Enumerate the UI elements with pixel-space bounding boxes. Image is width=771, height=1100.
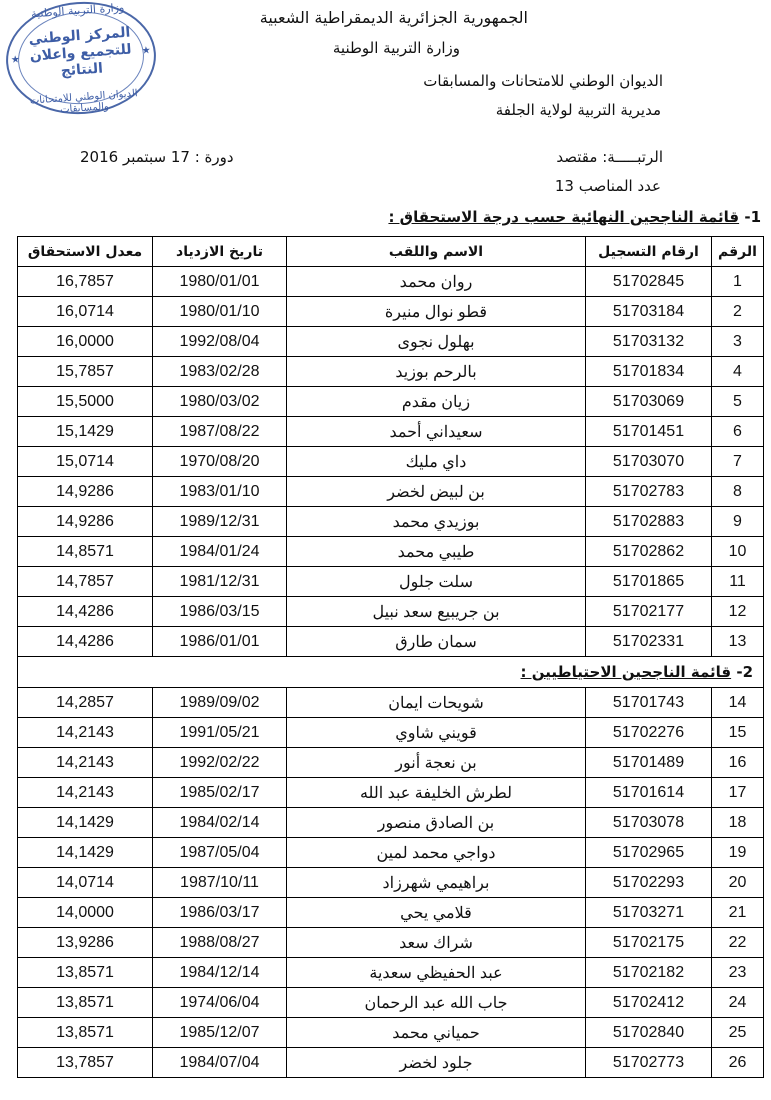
column-header: تاريخ الازدياد <box>153 237 287 267</box>
table-row <box>18 838 764 868</box>
row-number: 6 <box>712 417 764 447</box>
table-row <box>18 988 764 1018</box>
registration-number: 51702412 <box>586 988 712 1018</box>
merit-average: 14,2143 <box>18 748 153 778</box>
full-name: بالرحم بوزيد <box>287 357 586 387</box>
section2-number: 2- <box>736 663 753 681</box>
registration-number: 51702175 <box>586 928 712 958</box>
session-label: دورة : <box>189 148 234 166</box>
full-name: عبد الحفيظي سعدية <box>287 958 586 988</box>
row-number: 16 <box>712 748 764 778</box>
posts-value: 13 <box>554 177 574 195</box>
registration-number: 51702182 <box>586 958 712 988</box>
column-header: ارقام التسجيل <box>586 237 712 267</box>
full-name: روان محمد <box>287 267 586 297</box>
merit-average: 14,2857 <box>18 688 153 718</box>
full-name: طيبي محمد <box>287 537 586 567</box>
row-number: 3 <box>712 327 764 357</box>
merit-average: 14,0000 <box>18 898 153 928</box>
merit-average: 14,8571 <box>18 537 153 567</box>
registration-number: 51702965 <box>586 838 712 868</box>
stamp-center-line: النتائج <box>60 60 104 80</box>
full-name: سمان طارق <box>287 627 586 657</box>
table-row <box>18 1018 764 1048</box>
birth-date: 1989/12/31 <box>153 507 287 537</box>
row-number: 25 <box>712 1018 764 1048</box>
row-number: 13 <box>712 627 764 657</box>
registration-number: 51701451 <box>586 417 712 447</box>
row-number: 21 <box>712 898 764 928</box>
row-number: 1 <box>712 267 764 297</box>
row-number: 19 <box>712 838 764 868</box>
rank-label: الرتبـــــة: <box>602 148 663 166</box>
birth-date: 1985/12/07 <box>153 1018 287 1048</box>
table-row <box>18 567 764 597</box>
birth-date: 1986/03/15 <box>153 597 287 627</box>
posts-label: عدد المناصب <box>578 177 661 195</box>
section2-heading <box>18 657 764 688</box>
rank-line <box>556 147 663 167</box>
table-row <box>18 748 764 778</box>
full-name: لطرش الخليفة عبد الله <box>287 778 586 808</box>
merit-average: 14,2143 <box>18 718 153 748</box>
table-row <box>18 1048 764 1078</box>
row-number: 17 <box>712 778 764 808</box>
birth-date: 1980/03/02 <box>153 387 287 417</box>
registration-number: 51702276 <box>586 718 712 748</box>
birth-date: 1981/12/31 <box>153 567 287 597</box>
full-name: شراك سعد <box>287 928 586 958</box>
registration-number: 51702293 <box>586 868 712 898</box>
row-number: 8 <box>712 477 764 507</box>
birth-date: 1980/01/01 <box>153 267 287 297</box>
birth-date: 1987/10/11 <box>153 868 287 898</box>
merit-average: 13,8571 <box>18 988 153 1018</box>
table-row <box>18 327 764 357</box>
merit-average: 16,0000 <box>18 327 153 357</box>
table-row <box>18 958 764 988</box>
section2-heading-row <box>18 657 764 688</box>
registration-number: 51701489 <box>586 748 712 778</box>
full-name: بن لبيض لخضر <box>287 477 586 507</box>
full-name: داي مليك <box>287 447 586 477</box>
birth-date: 1984/07/04 <box>153 1048 287 1078</box>
full-name: بهلول نجوى <box>287 327 586 357</box>
merit-average: 14,2143 <box>18 778 153 808</box>
table-row <box>18 297 764 327</box>
table-row <box>18 357 764 387</box>
registration-number: 51701614 <box>586 778 712 808</box>
row-number: 15 <box>712 718 764 748</box>
rank-value: مقتصد <box>556 148 598 166</box>
full-name: سلت جلول <box>287 567 586 597</box>
birth-date: 1974/06/04 <box>153 988 287 1018</box>
merit-average: 15,1429 <box>18 417 153 447</box>
republic-title: الجمهورية الجزائرية الديمقراطية الشعبية <box>259 8 528 27</box>
stamp-ring-bottom-text: الديوان الوطني للامتحانات والمسابقات <box>29 88 138 116</box>
birth-date: 1986/01/01 <box>153 627 287 657</box>
registration-number: 51702177 <box>586 597 712 627</box>
column-header: معدل الاستحقاق <box>18 237 153 267</box>
stamp-center-line: المركز الوطني <box>28 24 131 48</box>
birth-date: 1987/08/22 <box>153 417 287 447</box>
birth-date: 1988/08/27 <box>153 928 287 958</box>
row-number: 18 <box>712 808 764 838</box>
registration-number: 51702331 <box>586 627 712 657</box>
table-row <box>18 778 764 808</box>
table-row <box>18 808 764 838</box>
merit-average: 15,7857 <box>18 357 153 387</box>
posts-line <box>555 176 661 196</box>
registration-number: 51702845 <box>586 267 712 297</box>
birth-date: 1984/12/14 <box>153 958 287 988</box>
birth-date: 1984/02/14 <box>153 808 287 838</box>
row-number: 12 <box>712 597 764 627</box>
table-header-row <box>18 237 764 267</box>
merit-average: 14,4286 <box>18 627 153 657</box>
registration-number: 51703078 <box>586 808 712 838</box>
row-number: 10 <box>712 537 764 567</box>
birth-date: 1987/05/04 <box>153 838 287 868</box>
merit-average: 16,0714 <box>18 297 153 327</box>
row-number: 23 <box>712 958 764 988</box>
merit-average: 13,9286 <box>18 928 153 958</box>
merit-average: 16,7857 <box>18 267 153 297</box>
full-name: جلود لخضر <box>287 1048 586 1078</box>
birth-date: 1980/01/10 <box>153 297 287 327</box>
merit-average: 15,0714 <box>18 447 153 477</box>
section1-number: 1- <box>744 208 761 226</box>
full-name: قلامي يحي <box>287 898 586 928</box>
table-row <box>18 267 764 297</box>
table-row <box>18 537 764 567</box>
table-row <box>18 597 764 627</box>
row-number: 2 <box>712 297 764 327</box>
row-number: 24 <box>712 988 764 1018</box>
merit-average: 14,9286 <box>18 477 153 507</box>
table-row <box>18 868 764 898</box>
birth-date: 1983/01/10 <box>153 477 287 507</box>
row-number: 26 <box>712 1048 764 1078</box>
stamp-center-line: للتجميع واعلان <box>29 41 133 65</box>
registration-number: 51703132 <box>586 327 712 357</box>
birth-date: 1991/05/21 <box>153 718 287 748</box>
registration-number: 51702773 <box>586 1048 712 1078</box>
directorate-title: مديرية التربية لولاية الجلفة <box>495 101 661 119</box>
stamp-center-text <box>6 23 155 84</box>
table-row <box>18 417 764 447</box>
star-icon: ★ <box>10 54 21 66</box>
registration-number: 51703069 <box>586 387 712 417</box>
merit-average: 14,0714 <box>18 868 153 898</box>
section2-title: قائمة الناجحين الاحتياطيين : <box>520 663 732 681</box>
results-table <box>17 236 764 1078</box>
registration-number: 51702783 <box>586 477 712 507</box>
birth-date: 1989/09/02 <box>153 688 287 718</box>
full-name: دواجي محمد لمين <box>287 838 586 868</box>
row-number: 14 <box>712 688 764 718</box>
merit-average: 13,8571 <box>18 958 153 988</box>
merit-average: 14,1429 <box>18 808 153 838</box>
table-row <box>18 928 764 958</box>
full-name: جاب الله عبد الرحمان <box>287 988 586 1018</box>
birth-date: 1983/02/28 <box>153 357 287 387</box>
column-header: الاسم واللقب <box>287 237 586 267</box>
session-value: 17 سبتمبر 2016 <box>80 148 190 166</box>
table-row <box>18 627 764 657</box>
birth-date: 1985/02/17 <box>153 778 287 808</box>
merit-average: 15,5000 <box>18 387 153 417</box>
registration-number: 51703271 <box>586 898 712 928</box>
registration-number: 51701743 <box>586 688 712 718</box>
section1-heading <box>388 208 761 226</box>
full-name: حمياني محمد <box>287 1018 586 1048</box>
row-number: 20 <box>712 868 764 898</box>
row-number: 7 <box>712 447 764 477</box>
session-line <box>80 147 234 167</box>
merit-average: 14,1429 <box>18 838 153 868</box>
table-row <box>18 507 764 537</box>
table-row <box>18 688 764 718</box>
reserve-list-body <box>18 688 764 1078</box>
ministry-title: وزارة التربية الوطنية <box>332 39 460 57</box>
full-name: بوزيدي محمد <box>287 507 586 537</box>
full-name: شويحات ايمان <box>287 688 586 718</box>
row-number: 4 <box>712 357 764 387</box>
table-row <box>18 898 764 928</box>
registration-number: 51703070 <box>586 447 712 477</box>
row-number: 11 <box>712 567 764 597</box>
birth-date: 1992/08/04 <box>153 327 287 357</box>
registration-number: 51702883 <box>586 507 712 537</box>
full-name: سعيداني أحمد <box>287 417 586 447</box>
table-row <box>18 447 764 477</box>
row-number: 9 <box>712 507 764 537</box>
registration-number: 51701834 <box>586 357 712 387</box>
section1-title: قائمة الناجحين النهائية حسب درجة الاستحقاق : <box>388 208 740 226</box>
table-row <box>18 718 764 748</box>
full-name: قطو نوال منيرة <box>287 297 586 327</box>
official-stamp <box>2 0 159 119</box>
registration-number: 51703184 <box>586 297 712 327</box>
registration-number: 51702840 <box>586 1018 712 1048</box>
column-header: الرقم <box>712 237 764 267</box>
merit-average: 14,7857 <box>18 567 153 597</box>
full-name: بن نعجة أنور <box>287 748 586 778</box>
full-name: زيان مقدم <box>287 387 586 417</box>
row-number: 5 <box>712 387 764 417</box>
birth-date: 1986/03/17 <box>153 898 287 928</box>
star-icon: ★ <box>141 45 152 57</box>
merit-average: 13,7857 <box>18 1048 153 1078</box>
table-row <box>18 477 764 507</box>
full-name: براهيمي شهرزاد <box>287 868 586 898</box>
full-name: قويني شاوي <box>287 718 586 748</box>
merit-average: 14,9286 <box>18 507 153 537</box>
final-list-body <box>18 267 764 657</box>
stamp-ring-top-text: وزارة التربية الوطنية <box>30 0 125 21</box>
merit-average: 14,4286 <box>18 597 153 627</box>
registration-number: 51702862 <box>586 537 712 567</box>
full-name: بن الصادق منصور <box>287 808 586 838</box>
merit-average: 13,8571 <box>18 1018 153 1048</box>
registration-number: 51701865 <box>586 567 712 597</box>
birth-date: 1970/08/20 <box>153 447 287 477</box>
row-number: 22 <box>712 928 764 958</box>
birth-date: 1984/01/24 <box>153 537 287 567</box>
full-name: بن جريبيع سعد نبيل <box>287 597 586 627</box>
table-row <box>18 387 764 417</box>
birth-date: 1992/02/22 <box>153 748 287 778</box>
office-title: الديوان الوطني للامتحانات والمسابقات <box>423 72 663 90</box>
